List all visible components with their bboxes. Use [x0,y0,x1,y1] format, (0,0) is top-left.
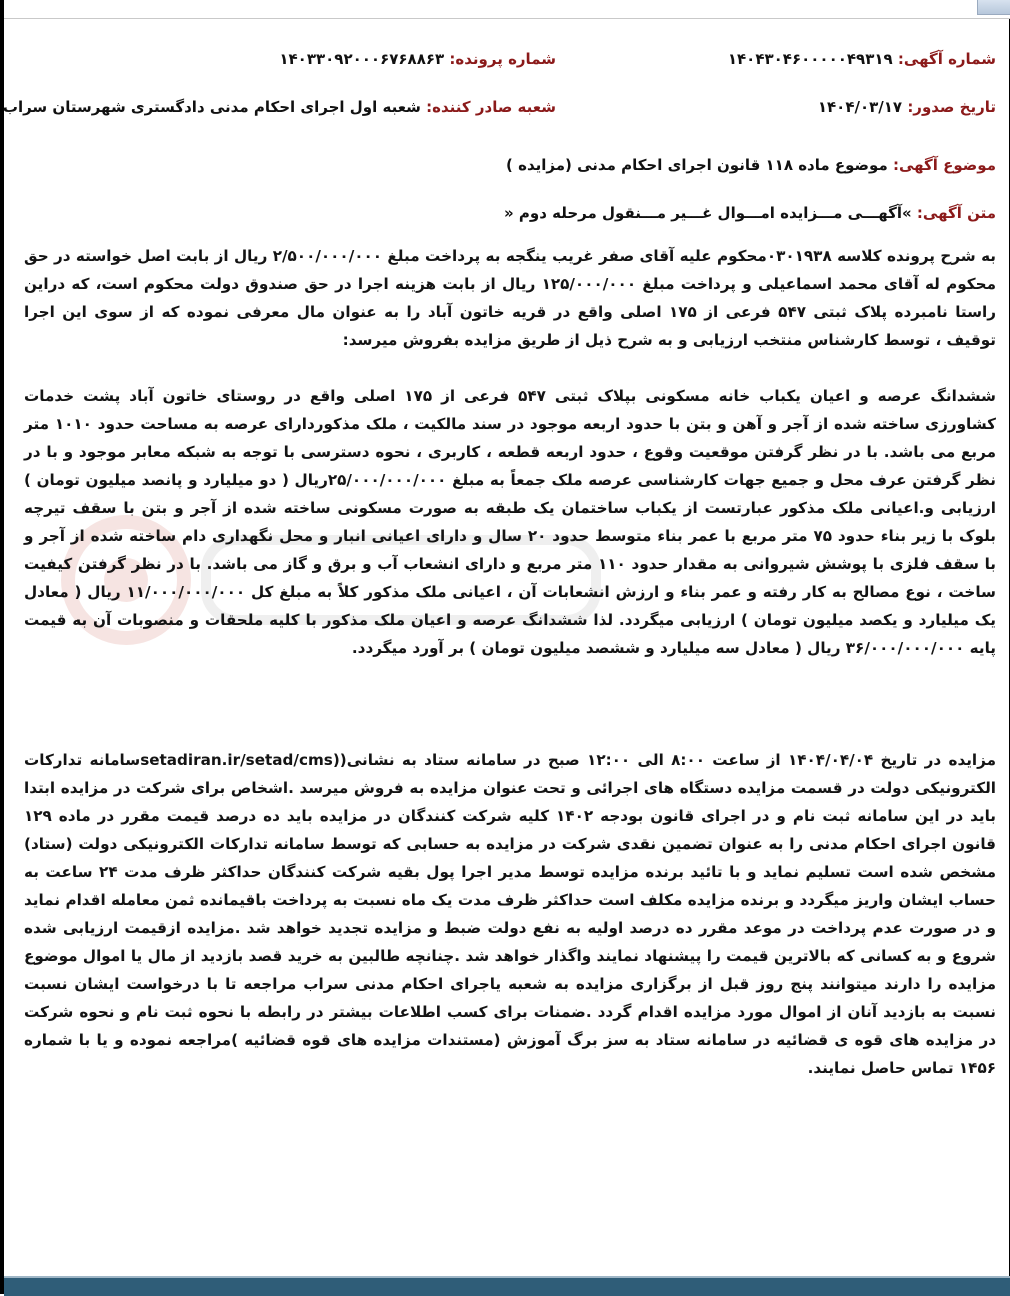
meta-row-subject [24,150,996,180]
meta-row-numbers [24,44,996,74]
issue-date-label: تاریخ صدور: [907,98,996,116]
window-top-strip [4,0,1010,19]
bottom-status-bar [4,1276,1010,1296]
file-number [279,44,556,74]
issuer-label: شعبه صادر کننده: [426,98,556,116]
meta-row-text-title [24,198,996,228]
issue-date [818,92,996,122]
issue-date-value: ۱۴۰۴/۰۳/۱۷ [817,98,903,116]
file-number-label: شماره پرونده: [449,50,556,68]
file-number-value: ۱۴۰۳۳۰۹۲۰۰۰۶۷۶۸۸۶۳ [279,50,445,68]
paragraph-property: ششدانگ عرصه و اعیان یکباب خانه مسکونی بپلاک ثبتی ۵۴۷ فرعی از ۱۷۵ اصلی واقع در روستای خاتون آباد پشت خدمات کشاورزی ساخته شده از آجر و آهن و بتن با حدود اربعه موجود در سند مالکیت ، ملک مذکوردارای عرصه به مساحت حدود ۱۰۱۰ متر مربع می باشد. با در نظر گرفتن موقعیت وقوع ، حدود اربعه قطعه ، کاربری ، نحوه دسترسی با توجه به شبکه معابر موجود و با در نظر گرفتن عرف محل و جمیع جهات کارشناسی عرصه ملک جمعاً به مبلغ ۲۵/۰۰۰/۰۰۰/۰۰۰ریال ( دو میلیارد و پانصد میلیون تومان ) ارزیابی و.اعیانی ملک مذکور عبارتست از یکباب ساختمان یک طبقه به صورت مسکونی ساخته شده از آجر و بتن با سقف تیرچه بلوک با زیر بناء حدود ۷۵ متر مربع با عمر بناء متوسط حدود ۲۰ سال و دارای اعیانی انبار و محل نگهداری دام ساخته شده از آجر و با سقف فلزی با پوشش شیروانی به مقدار حدود ۱۱۰ متر مربع و دارای انشعاب آب و برق و گاز می باشد. با در نظر گرفتن کیفیت ساخت ، نوع مصالح به کار رفته و عمر بناء و ارزش انشعابات آن ، اعیانی ملک مذکور کلاً به مبلغ کل ۱۱/۰۰۰/۰۰۰/۰۰۰ ریال ( معادل یک میلیارد و یکصد میلیون تومان ) ارزیابی میگردد. لذا ششدانگ عرصه و اعیان ملک مذکور با کلیه ملحقات و منصوبات آن به قیمت پایه ۳۶/۰۰۰/۰۰۰/۰۰۰ ریال ( معادل سه میلیارد و ششصد میلیون تومان ) بر آورد میگردد. [24,387,996,657]
window-caption-button[interactable] [977,0,1010,15]
text-title-label: متن آگهی: [916,204,996,222]
ad-number-value: ۱۴۰۴۳۰۴۶۰۰۰۰۰۴۹۳۱۹ [727,50,893,68]
paragraph-case: به شرح پرونده کلاسه ۰۳۰۱۹۳۸محکوم علیه آقای صفر غریب ینگجه به پرداخت مبلغ ۲/۵۰۰/۰۰۰/۰۰۰ ریال از بابت اصل خواسته در حق محکوم له آقای محمد اسماعیلی و پرداخت مبلغ ۱۲۵/۰۰۰/۰۰۰ ریال از بابت هزینه اجرا در حق صندوق دولت محکوم است، که دراین راستا نامبرده پلاک ثبتی ۵۴۷ فرعی از ۱۷۵ اصلی واقع در قریه خاتون آباد را به عنوان مال معرفی نموده که از سوی این اجرا توقیف ، توسط کارشناس منتخب ارزیابی و به شرح ذیل از طریق مزایده بفروش میرسد: [24,247,996,349]
text-title-value: »آگهـــی مـــزایده امـــوال غـــیر مـــنقول مرحله دوم « [504,204,912,222]
issuer [3,92,556,122]
text-title [504,198,996,228]
subject [506,150,996,180]
ad-number [728,44,996,74]
paragraph-auction-terms: مزایده در تاریخ ۱۴۰۴/۰۴/۰۴ از ساعت ۸:۰۰ الی ۱۲:۰۰ صبح در سامانه ستاد به نشانی((setadiran.ir/setad/cmsسامانه تدارکات الکترونیکی دولت در قسمت مزایده دستگاه های اجرائی و تحت عنوان مزایده به فروش میرسد .اشخاص برای شرکت در مزایده ابتدا باید در این سامانه ثبت نام و در اجرای قانون بودجه ۱۴۰۲ کلیه شرکت کنندگان در مزایده باید ده درصد قیمت مقرر در ماده ۱۲۹ قانون اجرای احکام مدنی را به عنوان تضمین نقدی شرکت در مزایده به حسابی که توسط سامانه تدارکات الکترونیکی دولت (ستاد) مشخص شده است تسلیم نماید و با تائید برنده مزایده توسط مدیر اجرا پول بقیه شرکت کنندگان حداکثر ظرف مدت ۲۴ ساعت به حساب ایشان واریز میگردد و برنده مزایده مکلف است حداکثر ظرف مدت یک ماه نسبت به پرداخت باقیمانده ثمن معامله اقدام نماید و در صورت عدم پرداخت در موعد مقرر ده درصد اولیه به نفع دولت ضبط و مزایده تجدید خواهد شد .مزایده ازقیمت ارزیابی شده شروع و به کسانی که بالاترین قیمت را پیشنهاد نمایند واگذار خواهد شد .چنانچه طالبین به خرید قصد بازدید از مال یا اموال موضوع مزایده را دارند میتوانند پنج روز قبل از برگزاری مزایده به شعبه یاجرای احکام مدنی سراب مراجعه تا با درخواست ایشان نسبت نسبت به بازدید آنان از اموال مورد مزایده اقدام گردد .ضمنات برای کسب اطلاعات بیشتر در رابطه با نحوه ثبت نام و نحوه شرکت در مزایده های قوه ی قضائیه در سامانه ستاد به سز برگ آموزش (مستندات مزایده های قوه قضائیه )مراجعه نموده و یا با شماره ۱۴۵۶ تماس حاصل نمایند. [24,751,996,1077]
meta-row-issue [2,92,996,122]
ad-number-label: شماره آگهی: [897,50,996,68]
subject-value: موضوع ماده ۱۱۸ قانون اجرای احکام مدنی (مزایده ) [506,156,888,174]
subject-label: موضوع آگهی: [892,156,996,174]
issuer-value: شعبه اول اجرای احکام مدنی دادگستری شهرستان سراب [2,98,421,116]
